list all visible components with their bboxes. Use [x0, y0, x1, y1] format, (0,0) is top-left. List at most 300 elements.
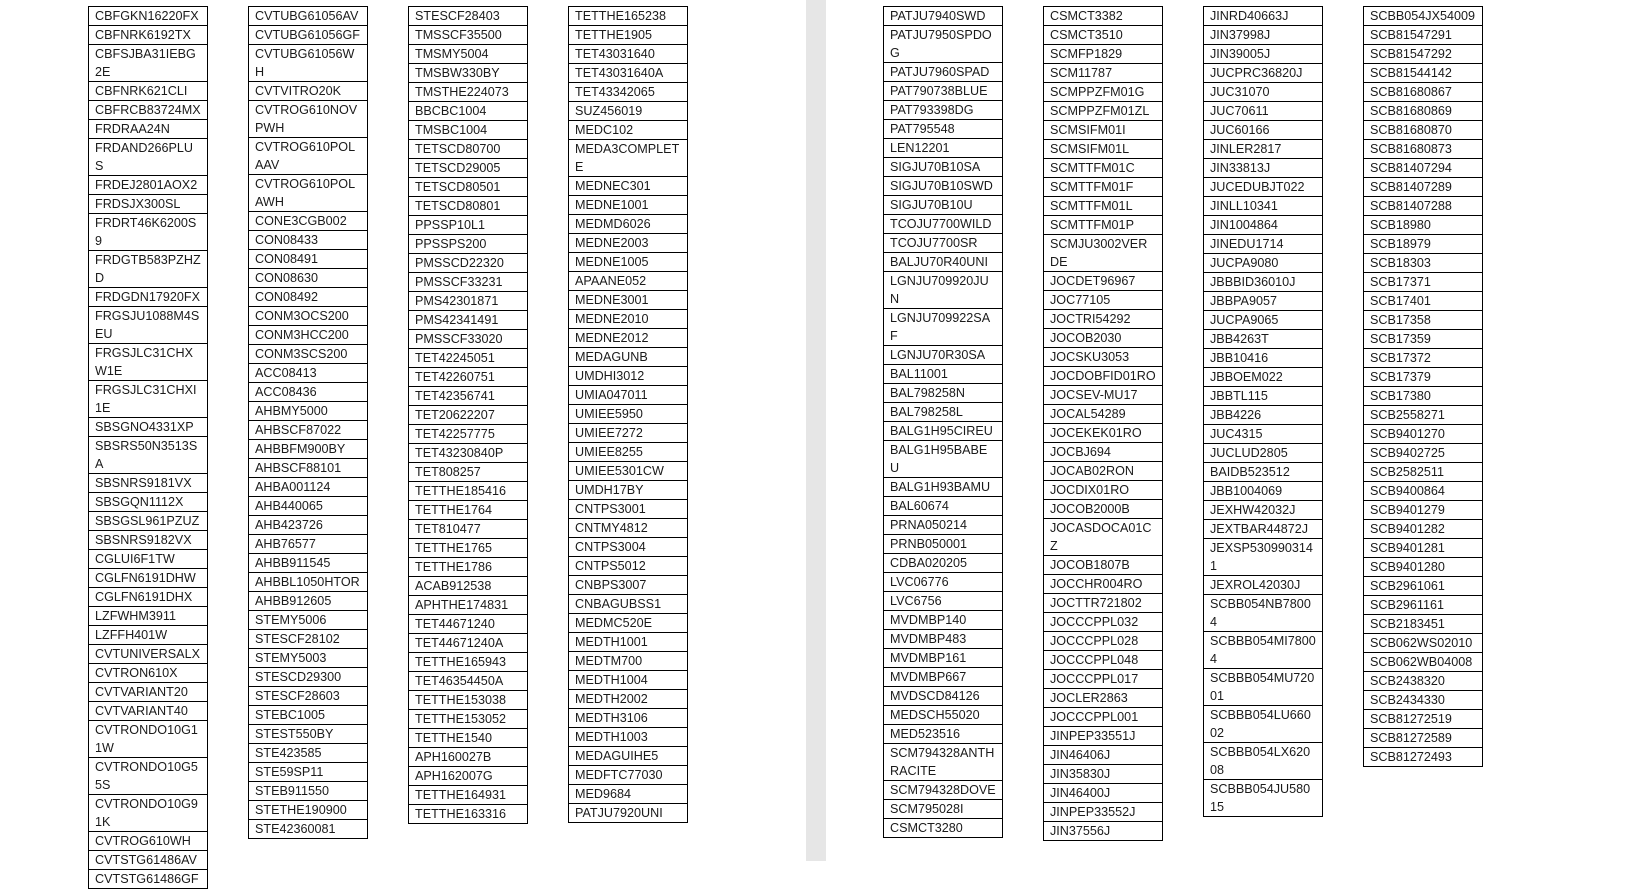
table-row — [1204, 669, 1323, 706]
product-code-cell: TETTHE165943 — [409, 653, 528, 672]
table-row — [884, 781, 1003, 800]
product-code-cell: PATJU7920UNI — [569, 804, 688, 823]
product-code-cell: CBFNRK6192TX — [89, 26, 208, 45]
table-row — [249, 687, 368, 706]
table-row — [1364, 577, 1483, 596]
product-code-cell: SCB9401270 — [1364, 425, 1483, 444]
product-code-cell: MEDTM700 — [569, 652, 688, 671]
product-code-cell: STESCD29300 — [249, 668, 368, 687]
table-row — [1044, 26, 1163, 45]
product-code-cell: APHTHE174831 — [409, 596, 528, 615]
product-code-cell: SCBBB054LU66002 — [1204, 706, 1323, 743]
table-row — [409, 767, 528, 786]
table-row — [249, 592, 368, 611]
product-code-cell: SCB17380 — [1364, 387, 1483, 406]
product-code-cell: CVTVARIANT20 — [89, 683, 208, 702]
product-code-cell: JIN33813J — [1204, 159, 1323, 178]
product-code-cell: SCB17379 — [1364, 368, 1483, 387]
table-row — [1364, 349, 1483, 368]
table-row — [1364, 7, 1483, 26]
table-row — [1204, 45, 1323, 64]
table-row — [249, 459, 368, 478]
product-code-cell: SCB81680870 — [1364, 121, 1483, 140]
table-row — [884, 687, 1003, 706]
product-code-cell: JOC77105 — [1044, 291, 1163, 310]
table-row — [89, 851, 208, 870]
table-row — [884, 630, 1003, 649]
product-code-cell: SIGJU70B10U — [884, 196, 1003, 215]
product-code-cell: SCBBB054MI78004 — [1204, 632, 1323, 669]
table-row — [409, 254, 528, 273]
product-code-cell: JUCEDUBJT022 — [1204, 178, 1323, 197]
table-row — [1364, 26, 1483, 45]
product-code-cell: SCB81680867 — [1364, 83, 1483, 102]
table-row — [89, 251, 208, 288]
product-code-cell: JBBOEM022 — [1204, 368, 1323, 387]
table-row — [1204, 26, 1323, 45]
table-row — [884, 82, 1003, 101]
table-row — [884, 253, 1003, 272]
product-code-cell: TET43031640A — [569, 64, 688, 83]
product-code-cell: JUCPA9080 — [1204, 254, 1323, 273]
product-code-cell: JOCOB1807B — [1044, 556, 1163, 575]
product-code-cell: CON08630 — [249, 269, 368, 288]
product-code-cell: UMIEE5950 — [569, 405, 688, 424]
product-code-cell: CNTPS5012 — [569, 557, 688, 576]
product-code-cell: STEMY5006 — [249, 611, 368, 630]
product-code-cell: MEDA3COMPLETE — [569, 140, 688, 177]
product-code-cell: CBFSJBA31IEBG2E — [89, 45, 208, 82]
table-row — [569, 348, 688, 367]
table-row — [409, 330, 528, 349]
table-row — [1364, 482, 1483, 501]
product-code-cell: JIN39005J — [1204, 45, 1323, 64]
product-code-cell: SBSNRS9181VX — [89, 474, 208, 493]
table-row — [569, 196, 688, 215]
product-code-cell: TMSBC1004 — [409, 121, 528, 140]
code-column-5 — [883, 6, 1003, 838]
table-row — [884, 7, 1003, 26]
table-row — [409, 64, 528, 83]
product-code-cell: AHBSCF88101 — [249, 459, 368, 478]
table-row — [569, 140, 688, 177]
product-code-cell: UMIA047011 — [569, 386, 688, 405]
table-row — [884, 26, 1003, 63]
product-code-cell: JEXHW42032J — [1204, 501, 1323, 520]
product-code-cell: LGNJU709922SAF — [884, 309, 1003, 346]
table-row — [884, 384, 1003, 403]
table-row — [1204, 706, 1323, 743]
product-code-cell: SCB81680869 — [1364, 102, 1483, 121]
table-row — [409, 710, 528, 729]
product-code-cell: JIN46400J — [1044, 784, 1163, 803]
table-row — [1044, 7, 1163, 26]
table-row — [1044, 727, 1163, 746]
product-code-cell: STESCF28403 — [409, 7, 528, 26]
table-row — [1204, 64, 1323, 83]
product-code-cell: TMSTHE224073 — [409, 83, 528, 102]
product-code-cell: PATJU7940SWD — [884, 7, 1003, 26]
table-row — [1044, 689, 1163, 708]
table-row — [409, 577, 528, 596]
table-row — [569, 234, 688, 253]
code-column-6 — [1043, 6, 1163, 841]
product-code-cell: JOCAL54289 — [1044, 405, 1163, 424]
product-code-cell: MEDTH2002 — [569, 690, 688, 709]
table-row — [1364, 634, 1483, 653]
table-row — [89, 474, 208, 493]
table-row — [569, 481, 688, 500]
table-row — [1044, 235, 1163, 272]
product-code-cell: LGNJU70R30SA — [884, 346, 1003, 365]
product-code-cell: LVC6756 — [884, 592, 1003, 611]
table-row — [1204, 368, 1323, 387]
product-code-cell: SCMFP1829 — [1044, 45, 1163, 64]
product-code-cell: CNTPS3004 — [569, 538, 688, 557]
product-code-cell: TET43230840P — [409, 444, 528, 463]
table-row — [1364, 368, 1483, 387]
table-row — [569, 386, 688, 405]
table-row — [1204, 463, 1323, 482]
table-row — [409, 292, 528, 311]
table-row — [569, 595, 688, 614]
product-code-cell: SCBB054NB78004 — [1204, 595, 1323, 632]
product-code-cell: FRGSJLC31CHXW1E — [89, 344, 208, 381]
product-code-cell: TETTHE1540 — [409, 729, 528, 748]
table-row — [249, 138, 368, 175]
product-code-cell: SCB2961161 — [1364, 596, 1483, 615]
product-code-cell: SCB9402725 — [1364, 444, 1483, 463]
product-code-cell: MVDMBP483 — [884, 630, 1003, 649]
product-code-cell: SCB18980 — [1364, 216, 1483, 235]
table-row — [409, 121, 528, 140]
table-row — [569, 671, 688, 690]
product-code-cell: SCB062WB04008 — [1364, 653, 1483, 672]
product-code-cell: JOCTTR721802 — [1044, 594, 1163, 613]
table-row — [1364, 45, 1483, 64]
product-code-cell: FRDSJX300SL — [89, 195, 208, 214]
table-row — [569, 500, 688, 519]
code-column-1 — [88, 6, 208, 889]
table-row — [1364, 159, 1483, 178]
table-row — [1204, 159, 1323, 178]
table-row — [569, 215, 688, 234]
product-code-cell: SCB9401281 — [1364, 539, 1483, 558]
table-row — [569, 310, 688, 329]
table-row — [89, 120, 208, 139]
product-code-cell: CVTUBG61056GF — [249, 26, 368, 45]
table-row — [249, 516, 368, 535]
product-code-cell: ACC08436 — [249, 383, 368, 402]
table-row — [569, 253, 688, 272]
product-code-cell: JINRD40663J — [1204, 7, 1323, 26]
table-row — [249, 364, 368, 383]
product-code-cell: STESCF28603 — [249, 687, 368, 706]
table-row — [569, 329, 688, 348]
product-code-cell: CVTROG610POLAAV — [249, 138, 368, 175]
table-row — [884, 158, 1003, 177]
product-code-cell: TETSCD80801 — [409, 197, 528, 216]
table-row — [249, 801, 368, 820]
product-code-cell: LVC06776 — [884, 573, 1003, 592]
table-row — [409, 311, 528, 330]
table-row — [409, 406, 528, 425]
product-code-cell: UMIEE7272 — [569, 424, 688, 443]
product-code-cell: TETTHE1905 — [569, 26, 688, 45]
product-code-cell: STE42360081 — [249, 820, 368, 839]
product-code-cell: SCMSIFM01I — [1044, 121, 1163, 140]
table-row — [409, 197, 528, 216]
product-code-cell: MED523516 — [884, 725, 1003, 744]
table-row — [89, 702, 208, 721]
product-code-cell: SCB9401279 — [1364, 501, 1483, 520]
product-code-cell: MEDSCH55020 — [884, 706, 1003, 725]
table-row — [569, 121, 688, 140]
table-row — [1364, 273, 1483, 292]
table-row — [884, 744, 1003, 781]
product-code-cell: JUC31070 — [1204, 83, 1323, 102]
table-row — [409, 786, 528, 805]
product-code-cell: SCB17359 — [1364, 330, 1483, 349]
table-row — [249, 26, 368, 45]
product-code-cell: FRGSJU1088M4SEU — [89, 307, 208, 344]
page-separator — [806, 0, 826, 861]
product-code-cell: TETTHE164931 — [409, 786, 528, 805]
table-row — [249, 231, 368, 250]
table-row — [1044, 216, 1163, 235]
table-row — [1204, 235, 1323, 254]
product-code-cell: CONM3HCC200 — [249, 326, 368, 345]
table-row — [89, 795, 208, 832]
product-code-cell: JIN37556J — [1044, 822, 1163, 841]
product-code-cell: SCB81272519 — [1364, 710, 1483, 729]
product-code-cell: CGLFN6191DHW — [89, 569, 208, 588]
table-row — [884, 649, 1003, 668]
product-code-cell: JOCCCPPL048 — [1044, 651, 1163, 670]
product-code-cell: TET43342065 — [569, 83, 688, 102]
product-code-cell: PATJU7960SPAD — [884, 63, 1003, 82]
table-row — [409, 615, 528, 634]
product-code-cell: CVTVITRO20K — [249, 82, 368, 101]
product-code-cell: FRDGDN17920FX — [89, 288, 208, 307]
table-row — [249, 326, 368, 345]
document-page-right — [826, 0, 1625, 861]
product-code-cell: CVTUNIVERSALX — [89, 645, 208, 664]
table-row — [89, 176, 208, 195]
table-row — [1204, 197, 1323, 216]
product-code-cell: LZFFH401W — [89, 626, 208, 645]
product-code-cell: JBB10416 — [1204, 349, 1323, 368]
product-code-cell: TET42356741 — [409, 387, 528, 406]
product-code-cell: JOCOB2030 — [1044, 329, 1163, 348]
table-row — [1364, 178, 1483, 197]
table-row — [569, 367, 688, 386]
table-row — [409, 83, 528, 102]
table-row — [569, 83, 688, 102]
product-code-cell: SBSGNO4331XP — [89, 418, 208, 437]
table-row — [89, 512, 208, 531]
table-row — [884, 668, 1003, 687]
product-code-cell: JINLL10341 — [1204, 197, 1323, 216]
product-code-cell: CVTUBG61056AV — [249, 7, 368, 26]
table-row — [1364, 615, 1483, 634]
product-code-cell: PAT793398DG — [884, 101, 1003, 120]
product-code-cell: STE423585 — [249, 744, 368, 763]
product-code-cell: SCMPPZFM01G — [1044, 83, 1163, 102]
product-code-cell: JOCSEV-MU17 — [1044, 386, 1163, 405]
table-row — [89, 493, 208, 512]
product-code-cell: STEST550BY — [249, 725, 368, 744]
product-code-cell: LZFWHM3911 — [89, 607, 208, 626]
product-code-cell: CBFGKN16220FX — [89, 7, 208, 26]
product-code-cell: PPSSP10L1 — [409, 216, 528, 235]
product-code-cell: TETSCD29005 — [409, 159, 528, 178]
product-code-cell: JOCCCPPL017 — [1044, 670, 1163, 689]
table-row — [1044, 746, 1163, 765]
product-code-cell: SCM795028I — [884, 800, 1003, 819]
product-code-cell: BBCBC1004 — [409, 102, 528, 121]
table-row — [89, 195, 208, 214]
product-code-cell: CVTRONDO10G11W — [89, 721, 208, 758]
table-row — [1204, 273, 1323, 292]
table-row — [89, 870, 208, 889]
table-row — [1364, 254, 1483, 273]
table-row — [249, 82, 368, 101]
product-code-cell: JEXTBAR44872J — [1204, 520, 1323, 539]
table-row — [89, 588, 208, 607]
table-row — [409, 178, 528, 197]
product-code-cell: SBSRS50N3513SA — [89, 437, 208, 474]
product-code-cell: JOCDET96967 — [1044, 272, 1163, 291]
product-code-cell: FRDRAA24N — [89, 120, 208, 139]
table-row — [1204, 539, 1323, 576]
table-row — [409, 45, 528, 64]
table-row — [1044, 386, 1163, 405]
table-row — [89, 418, 208, 437]
table-row — [1204, 140, 1323, 159]
table-row — [249, 706, 368, 725]
product-code-cell: SCMTTFM01P — [1044, 216, 1163, 235]
table-row — [89, 288, 208, 307]
table-row — [409, 216, 528, 235]
table-row — [1364, 235, 1483, 254]
product-code-cell: MVDMBP161 — [884, 649, 1003, 668]
product-code-cell: TET44671240A — [409, 634, 528, 653]
table-row — [89, 832, 208, 851]
product-code-cell: CBFNRK621CLI — [89, 82, 208, 101]
code-column-4 — [568, 6, 688, 823]
product-code-cell: CVTSTG61486GF — [89, 870, 208, 889]
table-row — [89, 7, 208, 26]
product-code-cell: MEDNE2012 — [569, 329, 688, 348]
code-column-2 — [248, 6, 368, 839]
table-row — [409, 748, 528, 767]
table-row — [1364, 729, 1483, 748]
product-code-cell: JIN35830J — [1044, 765, 1163, 784]
product-code-cell: TMSSCF35500 — [409, 26, 528, 45]
table-row — [409, 349, 528, 368]
table-row — [1204, 576, 1323, 595]
product-code-cell: CVTROG610WH — [89, 832, 208, 851]
table-row — [409, 463, 528, 482]
table-row — [569, 576, 688, 595]
table-row — [884, 800, 1003, 819]
table-row — [884, 725, 1003, 744]
product-code-cell: SCB81680873 — [1364, 140, 1483, 159]
product-code-cell: SUZ456019 — [569, 102, 688, 121]
product-code-cell: TETTHE185416 — [409, 482, 528, 501]
table-row — [1364, 83, 1483, 102]
table-row — [1364, 691, 1483, 710]
table-row — [1044, 64, 1163, 83]
product-code-cell: SCMJU3002VERDE — [1044, 235, 1163, 272]
table-row — [884, 592, 1003, 611]
table-row — [884, 215, 1003, 234]
product-code-cell: CONE3CGB002 — [249, 212, 368, 231]
product-code-cell: CNBPS3007 — [569, 576, 688, 595]
table-row — [249, 611, 368, 630]
table-row — [884, 441, 1003, 478]
product-code-cell: JOCOB2000B — [1044, 500, 1163, 519]
table-row — [884, 706, 1003, 725]
table-row — [1204, 216, 1323, 235]
product-code-cell: SCB81407288 — [1364, 197, 1483, 216]
table-row — [249, 497, 368, 516]
table-row — [1364, 311, 1483, 330]
product-code-cell: PMS42341491 — [409, 311, 528, 330]
product-code-cell: PPSSPS200 — [409, 235, 528, 254]
product-code-cell: CSMCT3280 — [884, 819, 1003, 838]
product-code-cell: SCB9401280 — [1364, 558, 1483, 577]
product-code-cell: MEDAGUIHE5 — [569, 747, 688, 766]
product-code-cell: CVTVARIANT40 — [89, 702, 208, 721]
product-code-cell: JOCDOBFID01RO — [1044, 367, 1163, 386]
table-row — [569, 519, 688, 538]
product-code-cell: JOCCHR004RO — [1044, 575, 1163, 594]
table-row — [249, 345, 368, 364]
table-row — [884, 346, 1003, 365]
table-row — [884, 234, 1003, 253]
product-code-cell: MEDAGUNB — [569, 348, 688, 367]
product-code-cell: JOCAB02RON — [1044, 462, 1163, 481]
product-code-cell: MEDTH1003 — [569, 728, 688, 747]
table-row — [1204, 632, 1323, 669]
product-code-cell: APH162007G — [409, 767, 528, 786]
product-code-cell: SCB81272589 — [1364, 729, 1483, 748]
product-code-cell: JUC70611 — [1204, 102, 1323, 121]
table-row — [1364, 672, 1483, 691]
product-code-cell: SIGJU70B10SWD — [884, 177, 1003, 196]
table-row — [1364, 406, 1483, 425]
table-row — [89, 758, 208, 795]
product-code-cell: BAL60674 — [884, 497, 1003, 516]
product-code-cell: PMSSCD22320 — [409, 254, 528, 273]
table-row — [249, 175, 368, 212]
table-row — [1044, 405, 1163, 424]
product-code-cell: JINPEP33552J — [1044, 803, 1163, 822]
table-row — [1044, 822, 1163, 841]
table-row — [1044, 45, 1163, 64]
product-code-cell: SCB81544142 — [1364, 64, 1483, 83]
product-code-cell: CVTROG610POLAWH — [249, 175, 368, 212]
product-code-cell: SCB2961061 — [1364, 577, 1483, 596]
product-code-cell: CONM3OCS200 — [249, 307, 368, 326]
table-row — [1204, 254, 1323, 273]
table-row — [1364, 216, 1483, 235]
table-row — [569, 424, 688, 443]
table-row — [1044, 784, 1163, 803]
product-code-cell: AHBA001124 — [249, 478, 368, 497]
